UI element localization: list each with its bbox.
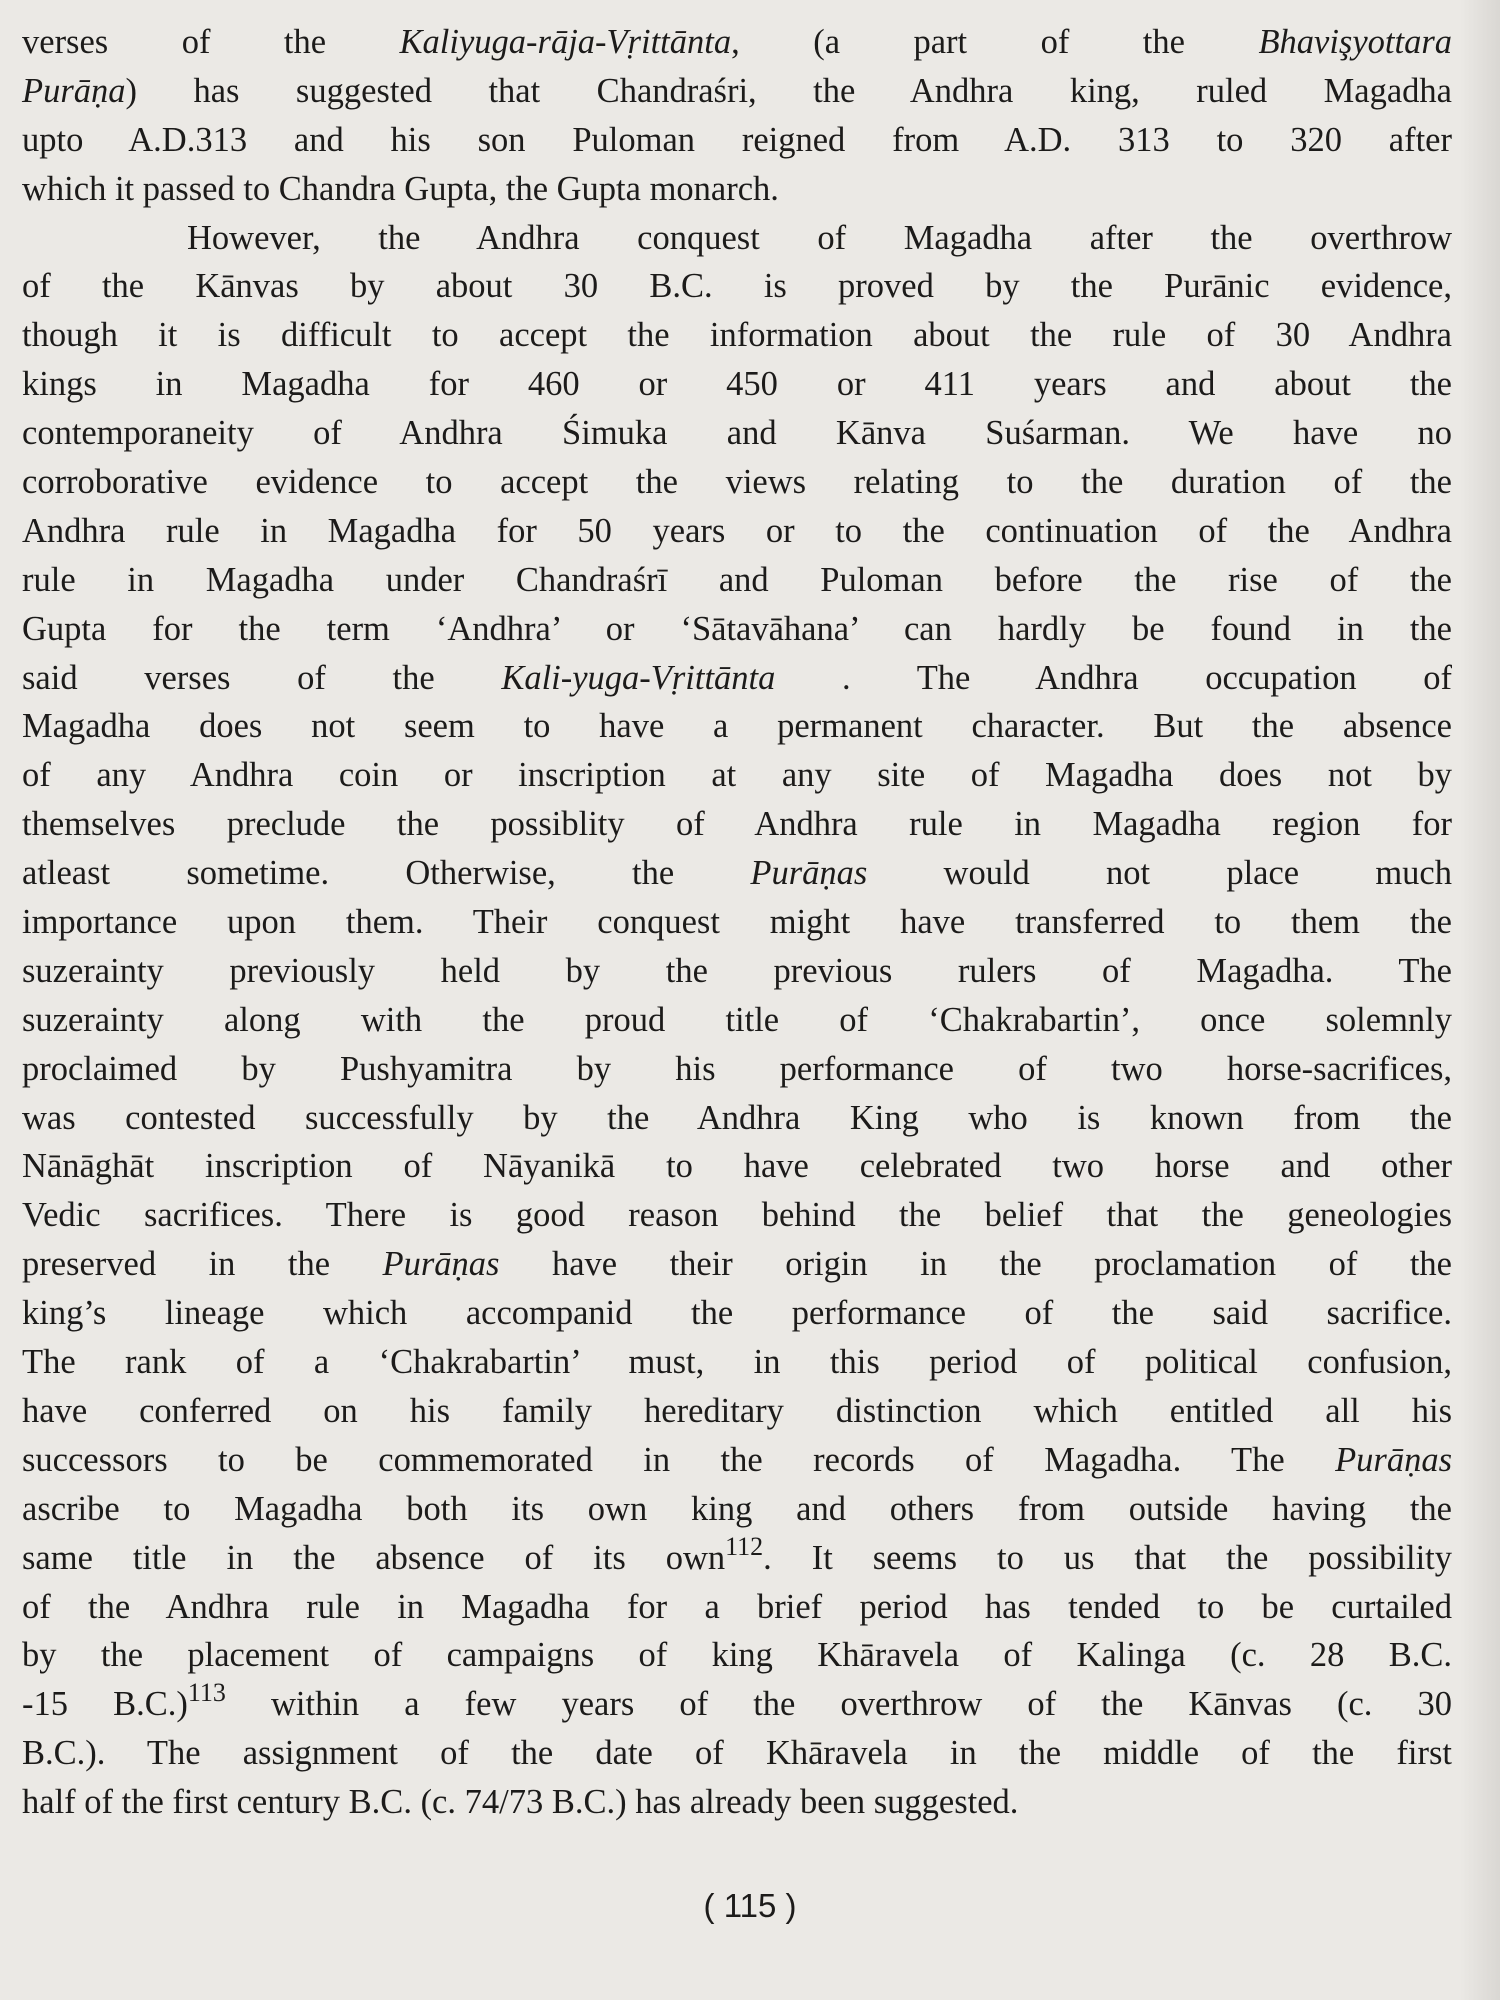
footnote-ref: 113	[187, 1678, 226, 1708]
text-line: Magadha does not seem to have a permanent character. But the absence	[22, 707, 1452, 746]
text-line: B.C.). The assignment of the date of Khāravela in the middle of the first	[22, 1734, 1452, 1773]
text-line: suzerainty along with the proud title of ‘Chakrabartin’, once solemnly	[22, 1000, 1452, 1039]
text-line: rule in Magadha under Chandraśrī and Puloman before the rise of the	[22, 560, 1452, 599]
text-line: proclaimed by Pushyamitra by his performance of two horse-sacrifices,	[22, 1049, 1452, 1088]
text-line: The rank of a ‘Chakrabartin’ must, in this period of political confusion,	[22, 1343, 1452, 1382]
text-line: which it passed to Chandra Gupta, the Gupta monarch.	[22, 169, 779, 208]
body-text	[22, 18, 1452, 1827]
text-line: of any Andhra coin or inscription at any site of Magadha does not by	[22, 756, 1452, 795]
text-line: of the Kānvas by about 30 B.C. is proved by the Purānic evidence,	[22, 267, 1452, 306]
text-line: themselves preclude the possiblity of Andhra rule in Magadha region for	[22, 805, 1452, 844]
text-line: ascribe to Magadha both its own king and others from outside having the	[22, 1489, 1452, 1528]
text-line: though it is difficult to accept the information about the rule of 30 Andhra	[22, 316, 1452, 355]
text-line: upto A.D.313 and his son Puloman reigned from A.D. 313 to 320 after	[22, 120, 1452, 159]
text-line: contemporaneity of Andhra Śimuka and Kānva Suśarman. We have no	[22, 414, 1452, 453]
text-line: of the Andhra rule in Magadha for a brief period has tended to be curtailed	[22, 1587, 1452, 1626]
text-line: Purāṇa) has suggested that Chandraśri, the Andhra king, ruled Magadha	[22, 71, 1452, 110]
text-line: atleast sometime. Otherwise, the Purāṇas would not place much	[22, 854, 1452, 893]
text-line: However, the Andhra conquest of Magadha after the overthrow	[187, 218, 1452, 257]
text-line: same title in the absence of its own$^{112}$. It seems to us that the possibility	[22, 1531, 1452, 1577]
text-line: said verses of the Kali-yuga-Vṛittānta . The Andhra occupation of	[22, 658, 1452, 697]
page-number: ( 115 )	[703, 1887, 797, 1924]
text-line: Gupta for the term ‘Andhra’ or ‘Sātavāhana’ can hardly be found in the	[22, 609, 1452, 648]
text-line: preserved in the Purāṇas have their origin in the proclamation of the	[22, 1245, 1452, 1284]
text-line: Andhra rule in Magadha for 50 years or to the continuation of the Andhra	[22, 511, 1452, 550]
text-line: by the placement of campaigns of king Khāravela of Kalinga (c. 28 B.C.	[22, 1636, 1452, 1675]
text-line: -15 B.C.)$^{113}$ within a few years of the overthrow of the Kānvas (c. 30	[22, 1678, 1453, 1724]
text-line: king’s lineage which accompanid the performance of the said sacrifice.	[22, 1294, 1452, 1333]
text-line: successors to be commemorated in the records of Magadha. The Purāṇas	[22, 1440, 1452, 1479]
text-line: verses of the Kaliyuga-rāja-Vṛittānta, (a part of the Bhavişyottara	[22, 23, 1452, 61]
text-line: Nānāghāt inscription of Nāyanikā to have celebrated two horse and other	[22, 1147, 1452, 1186]
footnote-ref: 112	[725, 1531, 764, 1561]
text-line: importance upon them. Their conquest might have transferred to them the	[22, 903, 1452, 942]
text-line: Vedic sacrifices. There is good reason behind the belief that the geneologies	[22, 1196, 1452, 1235]
text-line: was contested successfully by the Andhra King who is known from the	[22, 1098, 1452, 1137]
text-line: have conferred on his family hereditary distinction which entitled all his	[22, 1391, 1452, 1430]
text-line: kings in Magadha for 460 or 450 or 411 years and about the	[22, 365, 1452, 404]
page-edge-shadow	[1460, 0, 1500, 2000]
text-line: suzerainty previously held by the previous rulers of Magadha. The	[22, 951, 1452, 990]
text-line: corroborative evidence to accept the views relating to the duration of the	[22, 463, 1452, 502]
text-line: half of the first century B.C. (c. 74/73 B.C.) has already been suggested.	[22, 1783, 1019, 1822]
